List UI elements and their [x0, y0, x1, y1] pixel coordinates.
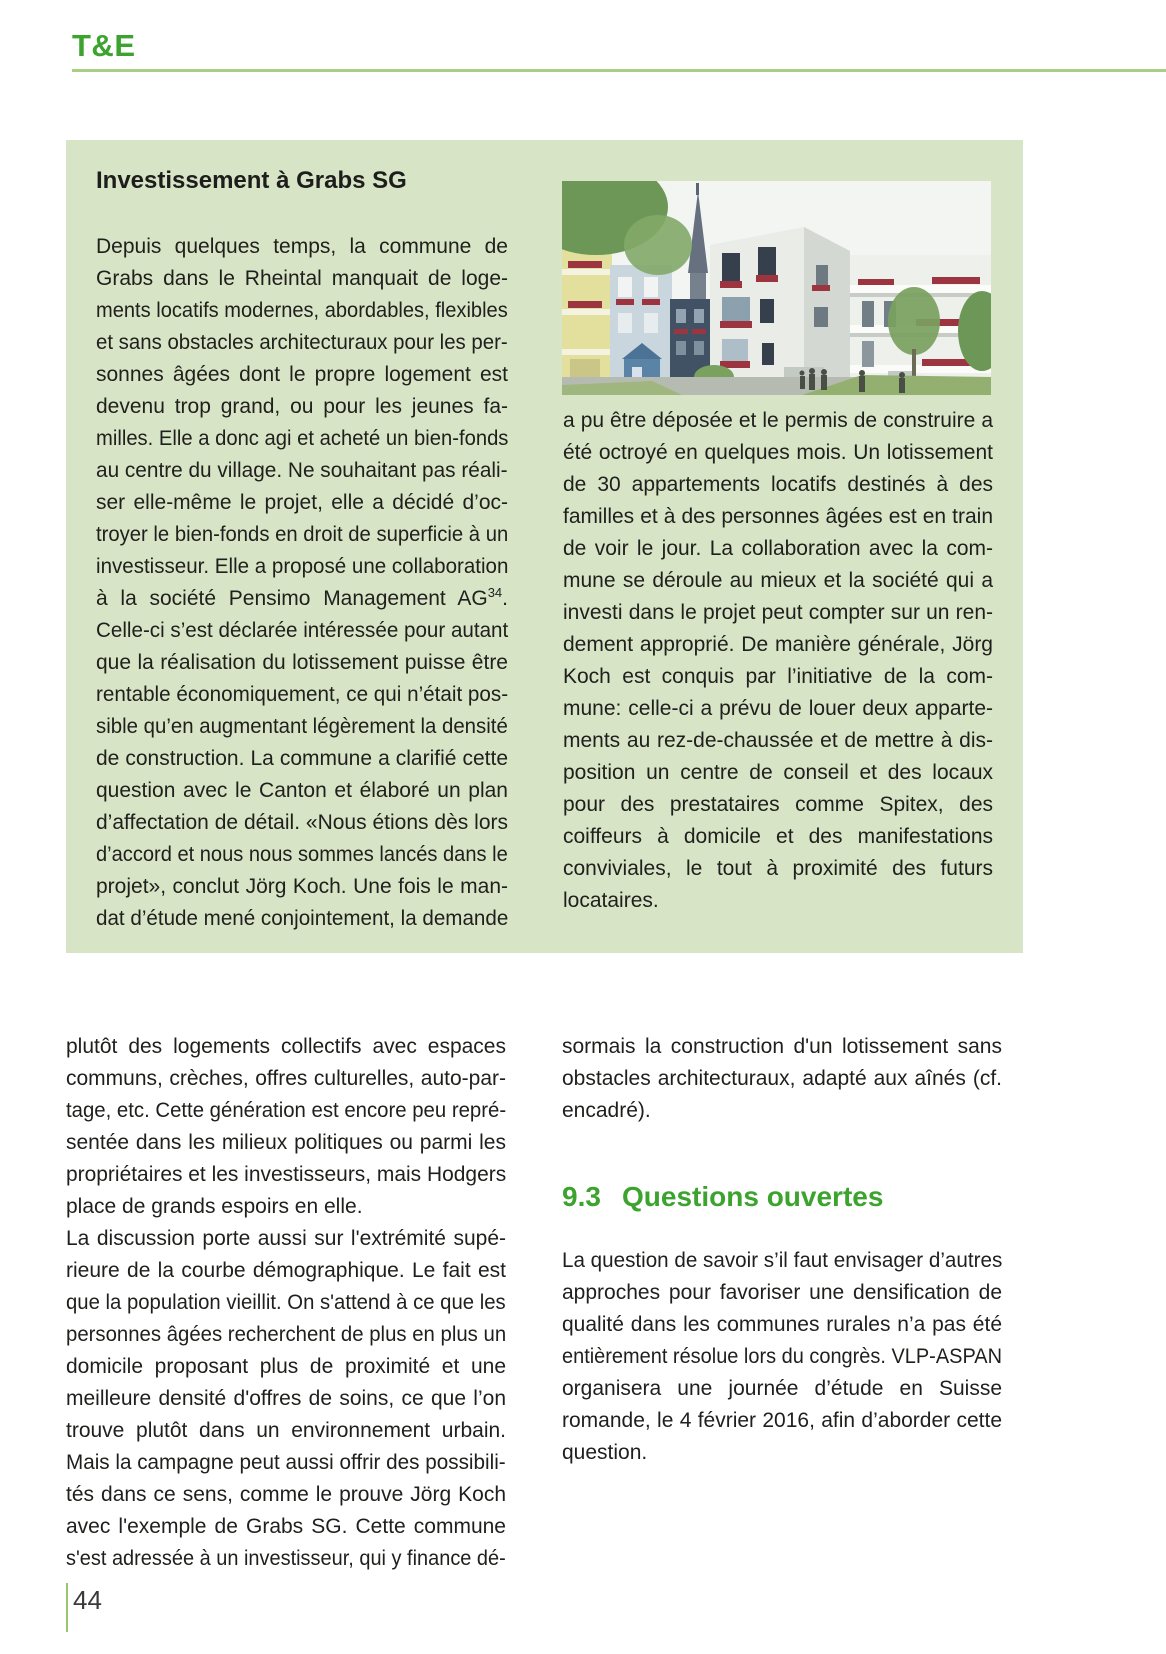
- article-photo: [562, 181, 991, 395]
- text-line: milles. Elle a donc agi et acheté un bien-fonds: [96, 427, 509, 450]
- text-line: que la réalisation du lotissement puisse être: [96, 651, 508, 674]
- text-line: Depuis quelques temps, la commune de: [96, 235, 508, 258]
- text-line: investi dans le projet peut compter sur un ren-: [563, 601, 993, 624]
- info-box: [66, 140, 1023, 953]
- text-line: La discussion porte aussi sur l'extrémité supé-: [66, 1227, 506, 1250]
- text-line: obstacles architecturaux, adapté aux aînés (cf.: [562, 1067, 1002, 1090]
- text-line: La question de savoir s’il faut envisager d’autres: [562, 1249, 1003, 1272]
- text-line: Koch est conquis par l’initiative de la com-: [563, 665, 993, 688]
- text-line: locataires.: [563, 889, 659, 912]
- main-building: [710, 227, 850, 395]
- body-columns: [66, 1031, 1002, 1575]
- text-line: ments locatifs modernes, abordables, flexibles: [96, 299, 508, 322]
- text-line: sormais la construction d'un lotissement sans: [562, 1035, 1002, 1058]
- text-line: ser elle-même le projet, elle a décidé d’oc-: [96, 491, 508, 514]
- text-line: mune: celle-ci a prévu de louer deux apparte-: [563, 697, 993, 720]
- text-line: d’affectation de détail. «Nous étions dès lors: [96, 811, 508, 834]
- body-left-column: [66, 1031, 506, 1575]
- text-line: Celle-ci s’est déclarée intéressée pour autant: [96, 619, 509, 642]
- text-line: qualité dans les communes rurales n’a pas été: [562, 1313, 1002, 1336]
- text-line: conviviales, le tout à proximité des futurs: [563, 857, 993, 880]
- text-line: place de grands espoirs en elle.: [66, 1195, 363, 1218]
- text-line: position un centre de conseil et des locaux: [563, 761, 993, 784]
- text-line: personnes âgées recherchent de plus en plus un: [66, 1323, 507, 1346]
- text-line: rieure de la courbe démographique. Le fait est: [66, 1259, 506, 1282]
- text-line: avec l'exemple de Grabs SG. Cette commune: [66, 1515, 506, 1538]
- text-line: entièrement résolue lors du congrès. VLP-ASPAN: [562, 1345, 1003, 1368]
- text-line: ments au rez-de-chaussée et de mettre à dis-: [563, 729, 993, 752]
- text-line: que la population vieillit. On s'attend à ce que les: [66, 1291, 506, 1314]
- text-line: d’accord et nous nous sommes lancés dans le: [96, 843, 508, 866]
- text-line: propriétaires et les investisseurs, mais Hodgers: [66, 1163, 507, 1186]
- text-line: domicile proposant plus de proximité et une: [66, 1355, 506, 1378]
- page-number-bar: [66, 1583, 68, 1632]
- left-building: [562, 233, 612, 395]
- text-line: sible qu’en augmentant légèrement la densité: [96, 715, 508, 738]
- text-line: encadré).: [562, 1099, 651, 1122]
- text-line: question.: [562, 1441, 648, 1464]
- text-line: troyer le bien-fonds en droit de superficie à un: [96, 523, 509, 546]
- text-line: tage, etc. Cette génération est encore peu repré-: [66, 1099, 507, 1122]
- text-line: approches pour favoriser une densification de: [562, 1281, 1002, 1304]
- text-line: de 30 appartements locatifs destinés à des: [563, 473, 993, 496]
- text-line: tés dans ce sens, comme le prouve Jörg Koch: [66, 1483, 506, 1506]
- text-line: pour des prestataires comme Spitex, des: [563, 793, 993, 816]
- ground: [562, 375, 991, 395]
- text-line: coiffeurs à domicile et des manifestations: [563, 825, 993, 848]
- section-number: 9.3: [562, 1181, 601, 1212]
- text-line: question avec le Canton et élaboré un plan: [96, 779, 508, 802]
- text-line: organisera une journée d’étude en Suisse: [562, 1377, 1002, 1400]
- page-title: T&E: [72, 28, 136, 63]
- text-line: devenu trop grand, ou pour les jeunes fa-: [96, 395, 508, 418]
- text-line: romande, le 4 février 2016, afin d’aborder cette: [562, 1409, 1002, 1432]
- text-line: sonnes âgées dont le propre logement est: [96, 363, 508, 386]
- text-line: de construction. La commune a clarifié cette: [96, 747, 508, 770]
- text-line: projet», conclut Jörg Koch. Une fois le man-: [96, 875, 508, 898]
- text-line: rentable économiquement, ce qui n’était pos-: [96, 683, 509, 706]
- text-line: Grabs dans le Rheintal manquait de loge-: [96, 267, 508, 290]
- body-right-text: [562, 1031, 1002, 1127]
- buildings-rendering-image: [562, 181, 991, 395]
- text-line: Mais la campagne peut aussi offrir des possibili-: [66, 1451, 506, 1474]
- text-line: et sans obstacles architecturaux pour les per-: [96, 331, 508, 354]
- section-heading: [562, 1180, 1002, 1214]
- body-right-column: [562, 1031, 1002, 1575]
- text-line: dat d’étude mené conjointement, la demande: [96, 907, 509, 930]
- header-rule: [72, 69, 1166, 72]
- text-line: s'est adressée à un investisseur, qui y finance dé-: [66, 1547, 506, 1570]
- page-number: 44: [73, 1585, 102, 1615]
- section-title: Questions ouvertes: [622, 1181, 884, 1212]
- section-text: [562, 1245, 1002, 1469]
- info-box-left-column: [96, 231, 508, 935]
- text-line: sentée dans les milieux politiques ou parmi les: [66, 1131, 506, 1154]
- text-line: à la société Pensimo Management AG$^{34}$.: [96, 585, 508, 610]
- text-line: au centre du village. Ne souhaitant pas réali-: [96, 459, 508, 482]
- text-line: trouve plutôt dans un environnement urbain.: [66, 1419, 506, 1442]
- text-line: plutôt des logements collectifs avec espaces: [66, 1035, 506, 1058]
- text-line: investisseur. Elle a proposé une collaboration: [96, 555, 509, 578]
- text-line: été octroyé en quelques mois. Un lotissement: [563, 441, 993, 464]
- text-line: meilleure densité d'offres de soins, ce que l’on: [66, 1387, 506, 1410]
- text-line: dement approprié. De manière générale, Jörg: [563, 633, 993, 656]
- info-box-title: Investissement à Grabs SG: [96, 167, 407, 194]
- text-line: communs, crèches, offres culturelles, auto-par-: [66, 1067, 506, 1090]
- text-line: mune se déroule au mieux et la société qui a: [563, 569, 993, 592]
- text-line: a pu être déposée et le permis de construire a: [563, 409, 993, 432]
- text-line: de voir le jour. La collaboration avec la com-: [563, 537, 993, 560]
- text-line: familles et à des personnes âgées est en train: [563, 505, 993, 528]
